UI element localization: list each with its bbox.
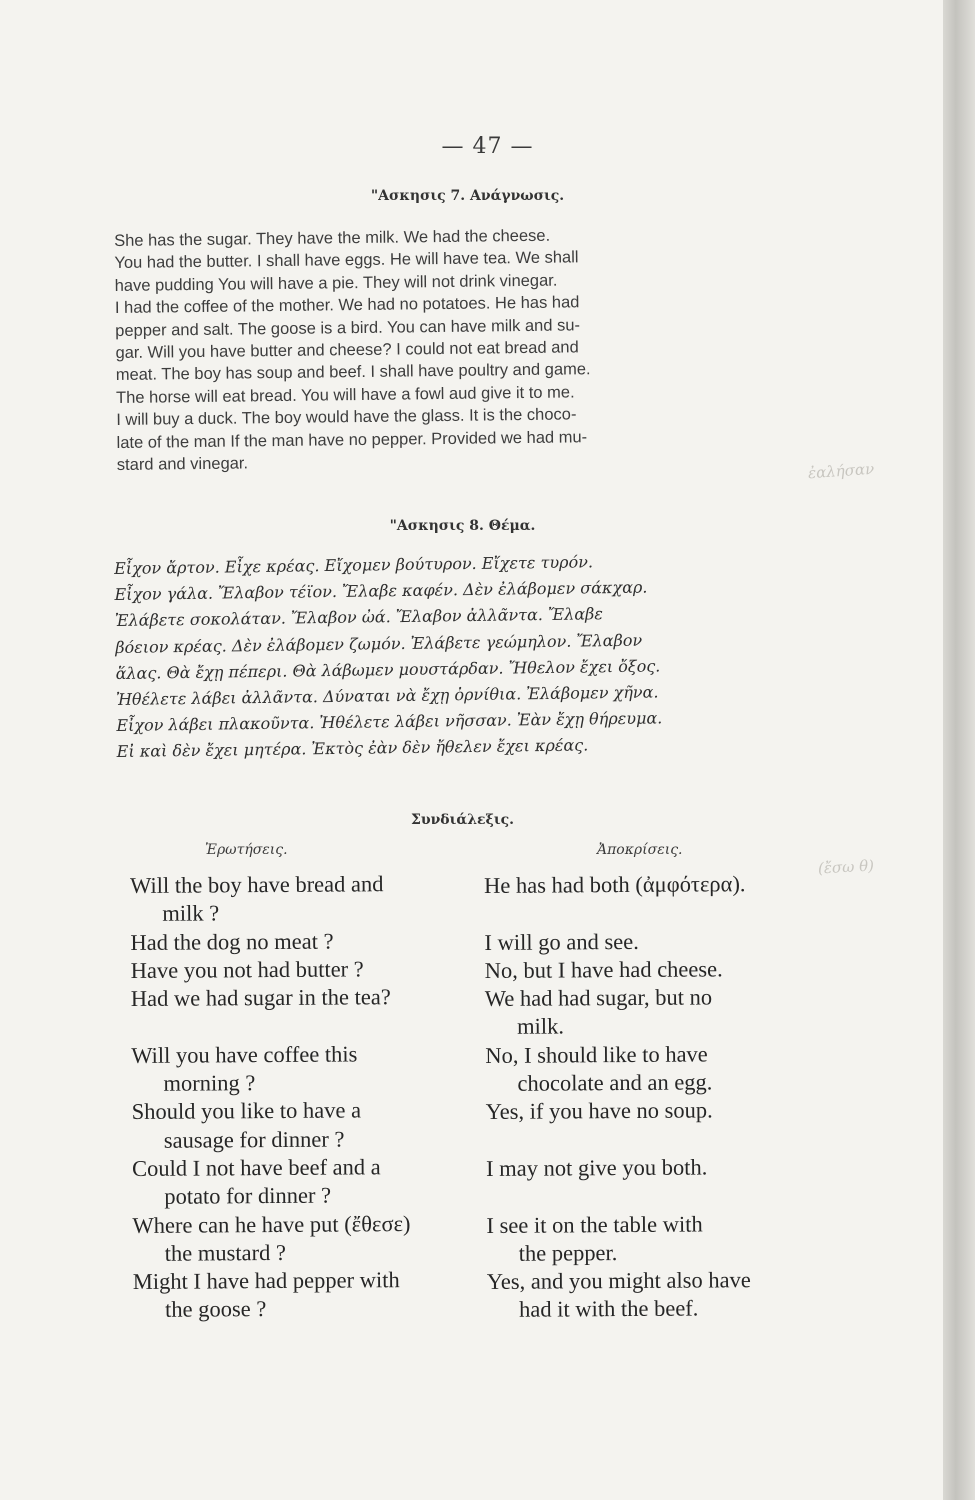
answer-entry — [485, 955, 825, 986]
answer-entry — [486, 1096, 826, 1155]
spacer-line — [131, 1011, 471, 1042]
greek-line: Εἰ καὶ δὲν ἔχει μητέρα. Ἐκτὸς ἐὰν δὲν ἤθελεν ἔχει κρέας. — [116, 735, 589, 762]
answer-line: He has had both (ἀμφότερα). — [484, 871, 746, 898]
greek-line: Ἠθέλετε λάβει ἀλλᾶντα. Δύναται νὰ ἔχῃ ὀρνίθια. Ἐλάβομεν χῆνα. — [115, 682, 659, 710]
question-line: Had we had sugar in the tea? — [130, 984, 391, 1012]
questions-column — [130, 870, 473, 1325]
answer-entry — [487, 1266, 827, 1325]
question-line: Had the dog no meat ? — [130, 928, 334, 955]
answer-line: We had had sugar, but no — [484, 984, 713, 1012]
question-line: the goose ? — [164, 1296, 267, 1323]
margin-note: (ἔσω θ) — [817, 856, 875, 878]
answer-line: No, I should like to have — [485, 1041, 708, 1068]
answer-line: had it with the beef. — [518, 1295, 699, 1323]
exercise-8-heading: "Ασκησις 8. Θέμα. — [389, 518, 536, 534]
greek-line: Εἶχον λάβει πλακοῦντα. Ἠθέλετε λάβει νῆσσαν. Ἐὰν ἔχῃ θήρευμα. — [116, 708, 663, 736]
answer-entry — [486, 1209, 826, 1268]
question-line: milk ? — [162, 900, 220, 927]
answer-entry — [484, 870, 824, 929]
text-line: The horse will eat bread. You will have a fowl aud give it to me. — [115, 383, 575, 407]
page-number: — 47 — — [441, 134, 534, 159]
text-line: You had the butter. I shall have eggs. He will have tea. We shall — [114, 248, 579, 273]
answer-line: Yes, if you have no soup. — [485, 1097, 713, 1125]
answers-column — [484, 870, 827, 1325]
question-line: the mustard ? — [164, 1239, 286, 1266]
text-line: late of the man If the man have no pepper. Provided we had mu- — [116, 427, 588, 452]
text-line: I will buy a duck. The boy would have the glass. It is the choco- — [116, 405, 577, 430]
exercise-8-text — [114, 546, 817, 765]
question-line: Will you have coffee this — [131, 1041, 358, 1068]
answer-line: No, but I have had cheese. — [484, 956, 723, 983]
spacer-line — [484, 898, 824, 929]
answer-entry — [486, 1153, 826, 1212]
answer-line: I may not give you both. — [485, 1154, 708, 1181]
answer-line: I see it on the table with — [486, 1211, 703, 1238]
exercise-7-heading: "Ασκησις 7. Ανάγνωσις. — [370, 188, 565, 204]
page-edge — [943, 0, 975, 1500]
question-entry — [131, 955, 471, 986]
question-line: Will the boy have bread and — [130, 871, 384, 898]
answer-entry — [485, 1039, 825, 1098]
greek-line: Ἐλάβετε σοκολάταν. Ἔλαβον ὠά. Ἔλαβον ἀλλᾶντα. Ἔλαβε — [114, 604, 604, 631]
answer-entry — [484, 926, 824, 957]
text-line: gar. Will you have butter and cheese? I could not eat bread and — [115, 338, 579, 363]
greek-line: Εἶχον ἄρτον. Εἶχε κρέας. Εἴχομεν βούτυρον. Εἴχετε τυρόν. — [114, 552, 594, 578]
question-line: Should you like to have a — [131, 1097, 362, 1125]
answer-line: chocolate and an egg. — [517, 1069, 713, 1096]
answer-entry — [485, 983, 825, 1042]
answer-line: the pepper. — [518, 1239, 618, 1266]
margin-note: ἐαλήσαν — [807, 459, 875, 483]
answers-label: Ἀποκρίσεις. — [597, 842, 683, 858]
question-line: potato for dinner ? — [164, 1182, 332, 1210]
question-entry — [133, 1266, 473, 1325]
question-line: sausage for dinner ? — [163, 1126, 345, 1153]
greek-line: Εἶχον γάλα. Ἔλαβον τέϊον. Ἔλαβε καφέν. Δὲν ἐλάβομεν σάκχαρ. — [114, 577, 648, 605]
question-line: Where can he have put (ἔθεσε) — [132, 1210, 411, 1238]
question-entry — [131, 1039, 471, 1098]
text-line: She has the sugar. They have the milk. We had the cheese. — [114, 226, 551, 250]
dialogue-heading: Συνδιάλεξις. — [410, 812, 514, 828]
question-line: morning ? — [163, 1070, 256, 1096]
question-entry — [131, 983, 471, 1042]
answer-line: milk. — [516, 1013, 565, 1040]
text-line: meat. The boy has soup and beef. I shall have poultry and game. — [115, 360, 591, 385]
exercise-7-text — [114, 221, 817, 476]
text-line: have pudding You will have a pie. They will not drink vinegar. — [114, 271, 558, 295]
question-entry — [132, 1096, 472, 1155]
question-entry — [132, 1153, 472, 1212]
greek-line: ἅλας. Θὰ ἔχῃ πέπερι. Θὰ λάβωμεν μουστάρδαν. Ἤθελον ἔχει ὄξος. — [115, 656, 661, 683]
text-line: pepper and salt. The goose is a bird. You can have milk and su- — [115, 315, 581, 340]
text-line: I had the coffee of the mother. We had no potatoes. He has had — [114, 293, 580, 318]
question-entry — [130, 926, 470, 957]
question-line: Have you not had butter ? — [130, 956, 364, 983]
question-entry — [132, 1209, 472, 1268]
spacer-line — [486, 1181, 826, 1212]
text-line: stard and vinegar. — [116, 454, 249, 475]
answer-line: I will go and see. — [484, 928, 639, 955]
question-line: Could I not have beef and a — [131, 1154, 381, 1181]
questions-label: Ἐρωτήσεις. — [205, 842, 288, 858]
greek-line: βόειον κρέας. Δὲν ἐλάβομεν ζωμόν. Ἐλάβετε γεώμηλον. Ἔλαβον — [115, 630, 643, 657]
spacer-line — [486, 1124, 826, 1155]
question-line: Might I have had pepper with — [132, 1267, 400, 1295]
question-entry — [130, 870, 470, 929]
answer-line: Yes, and you might also have — [486, 1267, 751, 1295]
